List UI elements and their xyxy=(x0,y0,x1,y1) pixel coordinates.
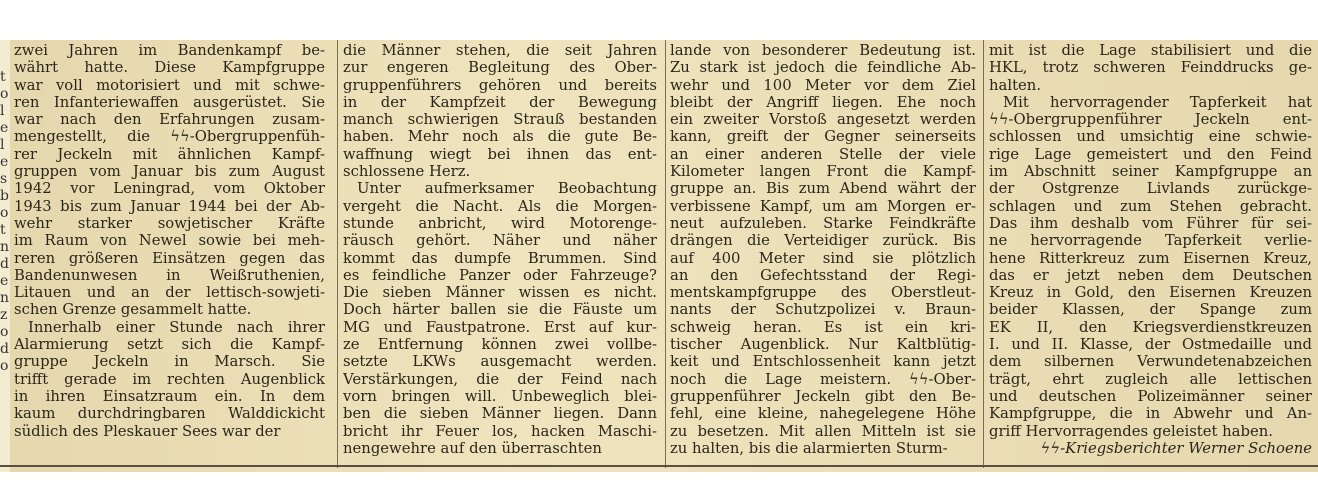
text-line: mit ist die Lage stabilisiert und die xyxy=(989,42,1312,59)
text-line: manch schwierigen Strauß bestanden xyxy=(343,111,657,129)
text-line: mengestellt, die ϟϟ-Obergruppenfüh- xyxy=(14,128,325,146)
text-line: Doch härter ballen sie die Fäuste um xyxy=(343,301,657,319)
text-line: I. und II. Klasse, der Ostmedaille und xyxy=(989,336,1312,354)
margin-glyph: l xyxy=(0,103,5,119)
margin-glyph: s xyxy=(0,171,8,187)
text-line: EK II, den Kriegsverdienstkreuzen xyxy=(989,318,1312,336)
text-line: ne hervorragende Tapferkeit verlie- xyxy=(989,232,1312,250)
column-4 xyxy=(989,42,1312,462)
text-line: keit und Entschlossenheit kann jetzt xyxy=(670,353,976,371)
text-line: ben die sieben Männer liegen. Dann xyxy=(343,405,657,423)
text-line: war nach den Erfahrungen zusam- xyxy=(14,111,325,129)
text-line: im Abschnitt seiner Kampfgruppe an xyxy=(989,163,1312,181)
text-line: haben. Mehr noch als die gute Be- xyxy=(343,128,657,146)
text-line: Bandenunwesen in Weißruthenien, xyxy=(14,266,325,284)
text-line: wehr und 100 Meter vor dem Ziel xyxy=(670,76,976,94)
text-line: noch die Lage meistern. ϟϟ-Ober- xyxy=(670,370,976,388)
text-line: währt hatte. Diese Kampfgruppe xyxy=(14,59,325,77)
text-line: Alarmierung setzt sich die Kampf- xyxy=(14,336,325,354)
text-line: ze Entfernung können zwei vollbe- xyxy=(343,336,657,354)
text-line: Das ihm deshalb vom Führer für sei- xyxy=(989,214,1312,232)
text-line: schweig heran. Es ist ein kri- xyxy=(670,318,976,336)
text-line: Zu stark ist jedoch die feindliche Ab- xyxy=(670,59,976,77)
text-line: MG und Faustpatrone. Erst auf kur- xyxy=(343,318,657,336)
text-line: nants der Schutzpolizei v. Braun- xyxy=(670,301,976,319)
text-line: rer Jeckeln mit ähnlichen Kampf- xyxy=(14,145,325,163)
text-line: zu besetzen. Mit allen Mitteln ist sie xyxy=(670,422,976,440)
column-1 xyxy=(14,42,325,462)
text-line: waffnung wiegt bei ihnen das ent- xyxy=(343,145,657,163)
text-line: Mit hervorragender Tapferkeit hat xyxy=(1003,93,1312,111)
column-divider xyxy=(665,40,666,468)
text-line: Die sieben Männer wissen es nicht. xyxy=(343,284,657,302)
text-line: kommt das dumpfe Brummen. Sind xyxy=(343,249,657,267)
text-line: schlagen und zum Stehen gebracht. xyxy=(989,197,1312,215)
bottom-rule xyxy=(0,465,1318,467)
text-line: gruppenführers gehören und bereits xyxy=(343,76,657,94)
text-line: vorn bringen will. Unbeweglich blei- xyxy=(343,387,657,405)
text-line: tischer Augenblick. Nur Kaltblütig- xyxy=(670,336,976,354)
text-line: schen Grenze gesammelt hatte. xyxy=(14,301,252,319)
text-line: HKL, trotz schweren Feinddrucks ge- xyxy=(989,59,1312,77)
margin-glyph: t xyxy=(0,222,6,238)
text-line: fehl, eine kleine, nahegelegene Höhe xyxy=(670,405,976,423)
margin-glyph: n xyxy=(0,239,10,255)
margin-glyph: l xyxy=(0,137,5,153)
text-line: ren Infanteriewaffen ausgerüstet. Sie xyxy=(14,93,325,111)
text-line: schlossen und umsichtig eine schwie- xyxy=(989,128,1312,146)
text-line: Litauen und an der lettisch-sowjeti- xyxy=(14,284,325,302)
text-line: südlich des Pleskauer Sees war der xyxy=(14,422,281,440)
text-line: wehr starker sowjetischer Kräfte xyxy=(14,214,325,232)
margin-glyph: t xyxy=(0,69,6,85)
text-line: verbissene Kampf, um am Morgen er- xyxy=(670,197,976,215)
text-line: hene Ritterkreuz zum Eisernen Kreuz, xyxy=(989,249,1312,267)
margin-glyph: e xyxy=(0,273,9,289)
text-line: dem silbernen Verwundetenabzeichen xyxy=(989,353,1312,371)
text-line: drängen die Verteidiger zurück. Bis xyxy=(670,232,976,250)
text-line: halten. xyxy=(989,76,1042,94)
text-line: die Männer stehen, die seit Jahren xyxy=(343,42,657,59)
text-line: trifft gerade im rechten Augenblick xyxy=(14,370,325,388)
column-divider xyxy=(983,40,984,468)
text-line: Unter aufmerksamer Beobachtung xyxy=(357,180,657,198)
text-line: war voll motorisiert und mit schwe- xyxy=(14,76,325,94)
text-line: auf 400 Meter sind sie plötzlich xyxy=(670,249,976,267)
text-line: schlossene Herz. xyxy=(343,163,471,181)
text-line: lande von besonderer Bedeutung ist. xyxy=(670,42,976,59)
text-line: zu halten, bis die alarmierten Sturm- xyxy=(670,439,948,457)
text-line: das er jetzt neben dem Deutschen xyxy=(989,266,1312,284)
text-line: gruppenführer Jeckeln gibt den Be- xyxy=(670,387,976,405)
text-line: im Raum von Newel sowie bei meh- xyxy=(14,232,325,250)
text-line: setzte LKWs ausgemacht werden. xyxy=(343,353,657,371)
text-line: bleibt der Angriff liegen. Ehe noch xyxy=(670,93,976,111)
text-line: griff Hervorragendes geleistet haben. xyxy=(989,422,1273,440)
text-line: 1942 vor Leningrad, vom Oktober xyxy=(14,180,325,198)
newspaper-clipping xyxy=(0,40,1318,472)
text-line: nengewehre auf den überraschten xyxy=(343,439,602,457)
text-line: stunde anbricht, wird Motorenge- xyxy=(343,214,657,232)
text-line: Kampfgruppe, die in Abwehr und An- xyxy=(989,405,1312,423)
text-line: ein zweiter Vorstoß angesetzt werden xyxy=(670,111,976,129)
text-line: kaum durchdringbaren Walddickicht xyxy=(14,405,325,423)
margin-glyph: e xyxy=(0,154,9,170)
text-line: in ihren Einsatzraum ein. In dem xyxy=(14,387,325,405)
text-line: Innerhalb einer Stunde nach ihrer xyxy=(28,318,325,336)
margin-glyph: d xyxy=(0,341,9,357)
text-line: 1943 bis zum Januar 1944 bei der Ab- xyxy=(14,197,325,215)
text-line: kann, greift der Gegner seinerseits xyxy=(670,128,976,146)
text-line: und deutschen Polizeimänner seiner xyxy=(989,387,1312,405)
text-line: reren größeren Einsätzen gegen das xyxy=(14,249,325,267)
text-line: an den Gefechtsstand der Regi- xyxy=(670,266,976,284)
text-line: Verstärkungen, die der Feind nach xyxy=(343,370,657,388)
text-line: räusch gehört. Näher und näher xyxy=(343,232,657,250)
text-line: es feindliche Panzer oder Fahrzeuge? xyxy=(343,266,657,284)
column-3 xyxy=(670,42,976,462)
author-signature: ϟϟ-Kriegsberichter Werner Schoene xyxy=(1040,439,1312,457)
margin-glyph: e xyxy=(0,120,9,136)
text-line: Kilometer langen Front die Kampf- xyxy=(670,163,976,181)
column-divider xyxy=(337,40,338,468)
margin-glyph: o xyxy=(0,324,9,340)
text-line: in der Kampfzeit der Bewegung xyxy=(343,93,657,111)
text-line: der Ostgrenze Livlands zurückge- xyxy=(989,180,1312,198)
margin-glyph: o xyxy=(0,358,9,374)
text-line: gruppe Jeckeln in Marsch. Sie xyxy=(14,353,325,371)
left-margin-strip xyxy=(0,40,10,472)
margin-glyph: b xyxy=(0,188,9,204)
text-line: vergeht die Nacht. Als die Morgen- xyxy=(343,197,657,215)
margin-glyph: d xyxy=(0,256,9,272)
text-line: ϟϟ-Obergruppenführer Jeckeln ent- xyxy=(989,111,1312,129)
text-line: gruppe an. Bis zum Abend währt der xyxy=(670,180,976,198)
text-line: an einer anderen Stelle der viele xyxy=(670,145,976,163)
margin-glyph: z xyxy=(0,307,8,323)
text-line: mentskampfgruppe des Oberstleut- xyxy=(670,284,976,302)
margin-glyph: n xyxy=(0,290,10,306)
text-line: trägt, ehrt zugleich alle lettischen xyxy=(989,370,1312,388)
text-line: gruppen vom Januar bis zum August xyxy=(14,163,325,181)
column-2 xyxy=(343,42,657,462)
margin-glyph: o xyxy=(0,205,9,221)
text-line: Kreuz in Gold, den Eisernen Kreuzen xyxy=(989,284,1312,302)
text-line: beider Klassen, der Spange zum xyxy=(989,301,1312,319)
text-line: bricht ihr Feuer los, hacken Maschi- xyxy=(343,422,657,440)
text-line: neut aufzuleben. Starke Feindkräfte xyxy=(670,214,976,232)
text-line: zwei Jahren im Bandenkampf be- xyxy=(14,42,325,59)
margin-glyph: o xyxy=(0,86,9,102)
text-line: zur engeren Begleitung des Ober- xyxy=(343,59,657,77)
text-line: rige Lage gemeistert und den Feind xyxy=(989,145,1312,163)
